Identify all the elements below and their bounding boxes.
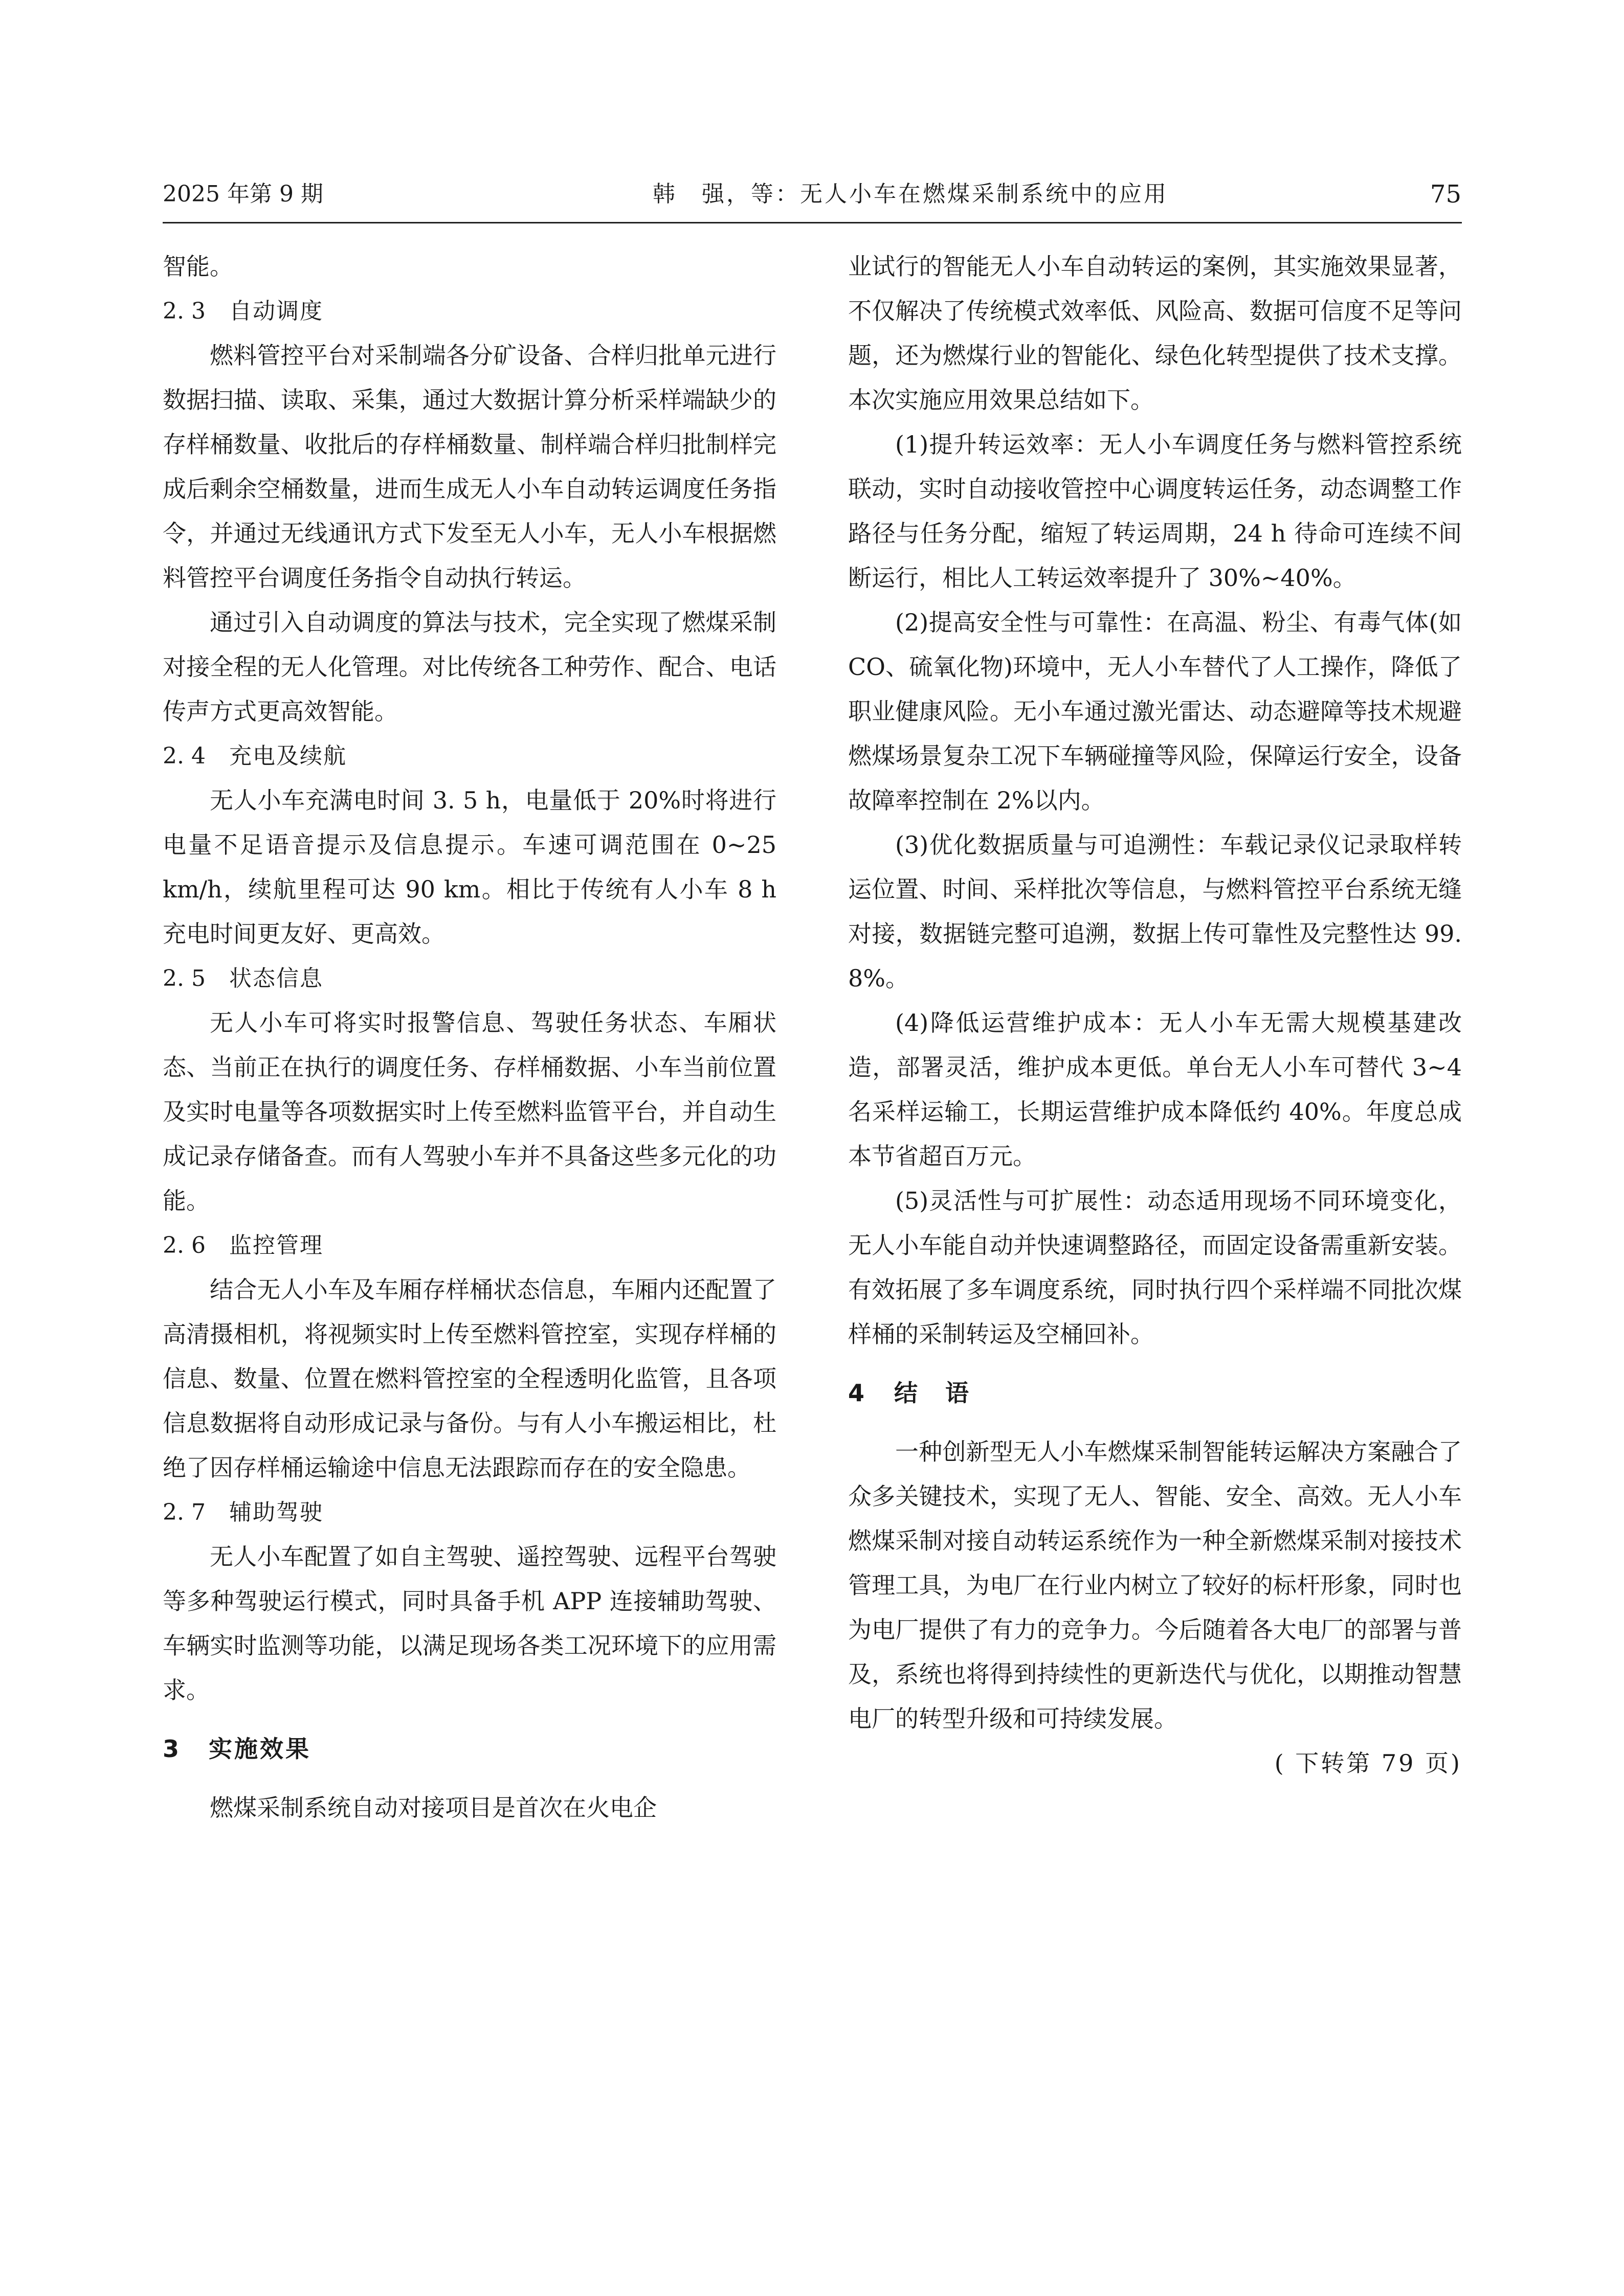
issue-label: 2025 年第 9 期	[163, 181, 323, 207]
page-number: 75	[1430, 180, 1461, 209]
section-number: 2. 3	[163, 298, 206, 324]
list-item: (5)灵活性与可扩展性：动态适用现场不同环境变化，无人小车能自动并快速调整路径，而固定设备需重新安装。有效拓展了多车调度系统，同时执行四个采样端不同批次煤样桶的采制转运及空桶回补。	[848, 1187, 1462, 1348]
section-title: 状态信息	[229, 965, 323, 992]
section-number: 2. 6	[163, 1232, 206, 1258]
paragraph: 业试行的智能无人小车自动转运的案例，其实施效果显著，不仅解决了传统模式效率低、风险高、数据可信度不足等问题，还为燃煤行业的智能化、绿色化转型提供了技术支撑。本次实施应用效果总结如下。	[848, 253, 1462, 414]
section-title: 辅助驾驶	[229, 1499, 323, 1525]
section-number: 2. 7	[163, 1499, 206, 1525]
running-title: 韩 强，等：无人小车在燃煤采制系统中的应用	[653, 181, 1168, 207]
section-heading-2-6	[163, 1223, 776, 1268]
paragraph: 结合无人小车及车厢存样桶状态信息，车厢内还配置了高清摄相机，将视频实时上传至燃料管控室，实现存样桶的信息、数量、位置在燃料管控室的全程透明化监管，且各项信息数据将自动形成记录与备份。与有人小车搬运相比，杜绝了因存样桶运输途中信息无法跟踪而存在的安全隐患。	[163, 1276, 776, 1481]
left-column	[163, 244, 776, 1830]
paragraph: 无人小车可将实时报警信息、驾驶任务状态、车厢状态、当前正在执行的调度任务、存样桶数据、小车当前位置及实时电量等各项数据实时上传至燃料监管平台，并自动生成记录存储备查。而有人驾驶小车并不具备这些多元化的功能。	[163, 1009, 776, 1214]
list-item: (4)降低运营维护成本：无人小车无需大规模基建改造，部署灵活，维护成本更低。单台无人小车可替代 3~4 名采样运输工，长期运营维护成本降低约 40%。年度总成本节省超百万元。	[848, 1009, 1462, 1170]
paragraph: 燃料管控平台对采制端各分矿设备、合样归批单元进行数据扫描、读取、采集，通过大数据计算分析采样端缺少的存样桶数量、收批后的存样桶数量、制样端合样归批制样完成后剩余空桶数量，进而生成无人小车自动转运调度任务指令，并通过无线通讯方式下发至无人小车，无人小车根据燃料管控平台调度任务指令自动执行转运。	[163, 342, 776, 592]
section-number: 2. 4	[163, 743, 206, 769]
paragraph: 无人小车配置了如自主驾驶、遥控驾驶、远程平台驾驶等多种驾驶运行模式，同时具备手机 APP 连接辅助驾驶、车辆实时监测等功能，以满足现场各类工况环境下的应用需求。	[163, 1543, 776, 1704]
section-number: 4	[848, 1379, 865, 1407]
section-title: 充电及续航	[229, 743, 347, 769]
section-heading-2-4	[163, 734, 776, 778]
paragraph: 通过引入自动调度的算法与技术，完全实现了燃煤采制对接全程的无人化管理。对比传统各工种劳作、配合、电话传声方式更高效智能。	[163, 609, 776, 725]
continued-note: ( 下转第 79 页)	[1274, 1749, 1462, 1777]
section-number: 2. 5	[163, 965, 206, 992]
paragraph: 燃煤采制系统自动对接项目是首次在火电企	[210, 1794, 657, 1821]
section-heading-4	[848, 1371, 1462, 1415]
section-heading-3	[163, 1727, 776, 1771]
section-title: 监控管理	[229, 1232, 323, 1258]
paragraph: 一种创新型无人小车燃煤采制智能转运解决方案融合了众多关键技术，实现了无人、智能、安全、高效。无人小车燃煤采制对接自动转运系统作为一种全新燃煤采制对接技术管理工具，为电厂在行业内树立了较好的标杆形象，同时也为电厂提供了有力的竞争力。今后随着各大电厂的部署与普及，系统也将得到持续性的更新迭代与优化，以期推动智慧电厂的转型升级和可持续发展。	[848, 1438, 1462, 1732]
paragraph: 智能。	[163, 253, 233, 280]
section-heading-2-7	[163, 1490, 776, 1535]
section-heading-2-3	[163, 289, 776, 333]
section-heading-2-5	[163, 956, 776, 1001]
right-column	[848, 244, 1462, 1786]
section-number: 3	[163, 1735, 180, 1763]
section-title: 结 语	[894, 1379, 971, 1407]
section-title: 实施效果	[209, 1735, 311, 1763]
paragraph: 无人小车充满电时间 3. 5 h，电量低于 20%时将进行电量不足语音提示及信息提示。车速可调范围在 0~25 km/h，续航里程可达 90 km。相比于传统有人小车 8 h 充电时间更友好、更高效。	[163, 786, 776, 948]
list-item: (1)提升转运效率：无人小车调度任务与燃料管控系统联动，实时自动接收管控中心调度转运任务，动态调整工作路径与任务分配，缩短了转运周期，24 h 待命可连续不间断运行，相比人工转运效率提升了 30%~40%。	[848, 431, 1462, 592]
header-rule	[163, 222, 1462, 223]
list-item: (2)提高安全性与可靠性：在高温、粉尘、有毒气体(如 CO、硫氧化物)环境中，无人小车替代了人工操作，降低了职业健康风险。无小车通过激光雷达、动态避障等技术规避燃煤场景复杂工况下车辆碰撞等风险，保障运行安全，设备故障率控制在 2%以内。	[848, 609, 1462, 814]
section-title: 自动调度	[229, 298, 323, 324]
list-item: (3)优化数据质量与可追溯性：车载记录仪记录取样转运位置、时间、采样批次等信息，与燃料管控平台系统无缝对接，数据链完整可追溯，数据上传可靠性及完整性达 99. 8%。	[848, 831, 1462, 992]
